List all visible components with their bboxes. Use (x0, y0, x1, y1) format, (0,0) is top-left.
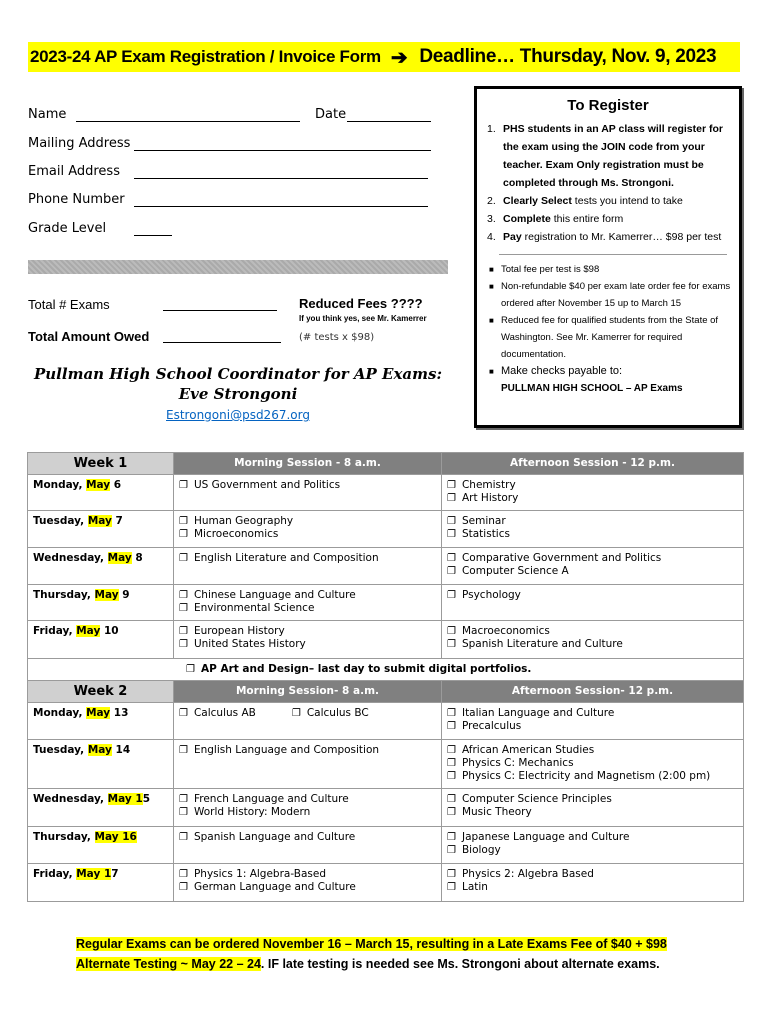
morning-exams (174, 511, 442, 548)
exam-day-row (28, 621, 744, 659)
exam-name: Computer Science Principles (461, 793, 612, 805)
step-text: registration to Mr. Kamerrer… $98 per test (521, 231, 722, 243)
exam-name: European History (193, 625, 285, 637)
fee-note-text: Make checks payable to: (501, 365, 623, 377)
step-bold: Pay (503, 231, 522, 243)
checkbox[interactable]: ❐ (447, 721, 456, 732)
exam-option[interactable] (179, 602, 436, 615)
day-text: 7 (111, 868, 119, 880)
morning-exams (174, 740, 442, 789)
checkbox[interactable]: ❐ (179, 626, 188, 637)
exam-name: Microeconomics (193, 528, 279, 540)
bullet-icon: ■ (489, 282, 494, 291)
morning-exams (174, 475, 442, 511)
exam-option[interactable] (179, 528, 436, 541)
exam-day-row (28, 827, 744, 864)
step-bold: Clearly Select (503, 195, 572, 207)
week1-rows (28, 475, 744, 659)
exam-option[interactable] (179, 831, 436, 844)
afternoon-exams (442, 585, 744, 621)
exam-name: Physics 2: Algebra Based (461, 868, 594, 880)
exam-name: Chinese Language and Culture (193, 589, 356, 601)
name-label: Name (28, 107, 67, 122)
week1-morning-header: Morning Session - 8 a.m. (174, 453, 442, 475)
afternoon-exams (442, 789, 744, 827)
step-number: 1. (487, 123, 496, 135)
checkbox[interactable]: ❐ (447, 882, 456, 893)
checkbox[interactable]: ❐ (447, 869, 456, 880)
bullet-icon: ■ (489, 265, 494, 274)
deadline: Deadline… Thursday, Nov. 9, 2023 (419, 46, 717, 67)
fee-note (485, 363, 731, 380)
exam-option[interactable] (179, 552, 436, 565)
exam-name: Calculus BC (306, 707, 369, 719)
bullet-icon: ■ (489, 367, 494, 376)
exam-day-row (28, 789, 744, 827)
morning-exams (174, 621, 442, 659)
register-title: To Register (567, 97, 649, 114)
month-highlight: May (86, 479, 111, 491)
morning-exams (174, 864, 442, 902)
checkbox[interactable]: ❐ (447, 745, 456, 756)
day-text: Friday, (33, 868, 77, 880)
exam-option[interactable] (179, 707, 256, 719)
day-text: Tuesday, (33, 744, 88, 756)
register-divider (499, 254, 727, 255)
bullet-icon: ■ (489, 316, 494, 325)
exam-option[interactable] (447, 720, 738, 733)
checkbox[interactable]: ❐ (179, 794, 188, 805)
afternoon-exams (442, 475, 744, 511)
fee-note (485, 278, 731, 312)
day-text: 7 (111, 515, 123, 527)
checkbox[interactable]: ❐ (179, 745, 188, 756)
checkbox[interactable]: ❐ (447, 529, 456, 540)
checkbox[interactable]: ❐ (179, 480, 188, 491)
checkbox[interactable]: ❐ (447, 516, 456, 527)
exam-day (28, 703, 174, 740)
fee-note-text: Reduced fee for qualified students from the State of Washington. See Mr. Kamerrer for required documentation. (501, 315, 719, 360)
checkbox[interactable]: ❐ (447, 553, 456, 564)
exam-name: United States History (193, 638, 306, 650)
total-owed-label: Total Amount Owed (28, 329, 150, 344)
exam-day-row (28, 475, 744, 511)
checkbox[interactable]: ❐ (179, 590, 188, 601)
exam-option[interactable] (179, 479, 436, 492)
exam-option[interactable] (447, 707, 738, 720)
day-text: 5 (142, 793, 150, 805)
late-fee-note: Regular Exams can be ordered November 16 – March 15, resulting in a Late Exams Fee of $40 + $98 (76, 937, 667, 951)
register-steps (485, 120, 731, 246)
exam-schedule-table (27, 452, 744, 902)
day-text: Tuesday, (33, 515, 88, 527)
checkbox[interactable]: ❐ (179, 807, 188, 818)
alternate-testing-dates: Alternate Testing ~ May 22 – 24 (76, 957, 261, 971)
exam-day (28, 621, 174, 659)
step-number: 4. (487, 231, 496, 243)
total-exams-label: Total # Exams (28, 297, 110, 312)
fee-note-text: Non-refundable $40 per exam late order fee for exams ordered after November 15 up to March 15 (501, 281, 731, 309)
exam-option[interactable] (447, 515, 738, 528)
morning-exams (174, 827, 442, 864)
exam-name: Physics C: Electricity and Magnetism (2:00 pm) (461, 770, 711, 782)
day-text: 8 (131, 552, 143, 564)
checkbox[interactable]: ❐ (179, 529, 188, 540)
exam-option[interactable] (447, 831, 738, 844)
exam-day (28, 475, 174, 511)
month-highlight: May 1 (107, 793, 143, 805)
checkbox[interactable]: ❐ (447, 566, 456, 577)
date-label: Date (315, 107, 347, 122)
total-owed-input[interactable] (163, 342, 281, 343)
exam-option[interactable] (447, 793, 738, 806)
checkbox[interactable]: ❐ (447, 771, 456, 782)
register-box (474, 86, 742, 428)
register-step (485, 210, 731, 228)
checkbox[interactable]: ❐ (447, 639, 456, 650)
checkbox[interactable]: ❐ (179, 639, 188, 650)
exam-name: Statistics (461, 528, 510, 540)
exam-option[interactable] (179, 881, 436, 894)
day-text: 9 (118, 589, 130, 601)
exam-option[interactable] (447, 806, 738, 819)
day-text: Monday, (33, 707, 87, 719)
day-text: Friday, (33, 625, 77, 637)
exam-option[interactable] (179, 515, 436, 528)
exam-name: Music Theory (461, 806, 532, 818)
month-highlight: May (87, 744, 112, 756)
reduced-fees-note: If you think yes, see Mr. Kamerrer (299, 314, 427, 323)
total-owed-note: (# tests x $98) (299, 332, 375, 343)
day-text: Thursday, (33, 589, 95, 601)
checkbox[interactable]: ❐ (179, 516, 188, 527)
email-label: Email Address (28, 164, 120, 179)
exam-option[interactable] (179, 806, 436, 819)
payable-to (485, 380, 731, 397)
month-highlight: May (107, 552, 132, 564)
exam-name: English Literature and Composition (193, 552, 379, 564)
exam-day (28, 827, 174, 864)
day-text: Thursday, (33, 831, 95, 843)
exam-name: Japanese Language and Culture (461, 831, 630, 843)
checkbox[interactable]: ❐ (447, 590, 456, 601)
checkbox[interactable]: ❐ (447, 480, 456, 491)
alternate-testing-note: . IF late testing is needed see Ms. Strongoni about alternate exams. (260, 957, 660, 971)
exam-option[interactable] (179, 589, 436, 602)
exam-option[interactable] (447, 744, 738, 757)
exam-option[interactable] (179, 744, 436, 757)
exam-name: Spanish Language and Culture (193, 831, 356, 843)
register-step (485, 228, 731, 246)
phone-label: Phone Number (28, 192, 125, 207)
exam-day-row (28, 703, 744, 740)
exam-name: World History: Modern (193, 806, 311, 818)
checkbox[interactable]: ❐ (291, 708, 301, 719)
month-highlight: May 16 (94, 831, 137, 843)
exam-option[interactable] (447, 881, 738, 894)
total-exams-input[interactable] (163, 310, 277, 311)
exam-name: Physics C: Mechanics (461, 757, 574, 769)
exam-name: Comparative Government and Politics (461, 552, 662, 564)
art-design-note (28, 659, 744, 681)
exam-option[interactable] (447, 492, 738, 505)
exam-name: Chemistry (461, 479, 516, 491)
exam-day (28, 511, 174, 548)
exam-option[interactable] (447, 757, 738, 770)
month-highlight: May (86, 707, 111, 719)
checkbox[interactable]: ❐ (447, 794, 456, 805)
exam-day (28, 789, 174, 827)
month-highlight: May (76, 625, 101, 637)
checkbox[interactable]: ❐ (447, 832, 456, 843)
reduced-fees-label: Reduced Fees ???? (299, 296, 423, 311)
day-text: Monday, (33, 479, 87, 491)
fee-note (485, 261, 731, 278)
afternoon-exams (442, 740, 744, 789)
exam-name: Biology (461, 844, 501, 856)
afternoon-exams (442, 864, 744, 902)
arrow-right-icon: ➔ (390, 46, 408, 69)
checkbox[interactable]: ❐ (179, 708, 188, 719)
exam-option[interactable] (447, 625, 738, 638)
exam-option[interactable] (179, 638, 436, 651)
day-text: 6 (110, 479, 122, 491)
step-number: 3. (487, 213, 496, 225)
fee-notes (485, 261, 731, 397)
step-number: 2. (487, 195, 496, 207)
checkbox[interactable]: ❐ (447, 845, 456, 856)
exam-day (28, 864, 174, 902)
step-text: tests you intend to take (571, 195, 683, 207)
coordinator-block (28, 364, 448, 404)
coordinator-title: Pullman High School Coordinator for AP Exams: (34, 365, 442, 383)
exam-option[interactable] (447, 589, 738, 602)
exam-name: Environmental Science (193, 602, 315, 614)
week1-afternoon-header: Afternoon Session - 12 p.m. (442, 453, 744, 475)
day-text: Wednesday, (33, 793, 108, 805)
register-step (485, 192, 731, 210)
name-input[interactable] (76, 121, 300, 122)
week2-rows (28, 703, 744, 902)
exam-day-row (28, 511, 744, 548)
afternoon-exams (442, 548, 744, 585)
exam-option[interactable] (447, 868, 738, 881)
exam-option[interactable] (447, 638, 738, 651)
afternoon-exams (442, 827, 744, 864)
grade-label: Grade Level (28, 221, 107, 236)
morning-exams (174, 789, 442, 827)
day-text: 10 (100, 625, 119, 637)
week2-morning-header: Morning Session- 8 a.m. (174, 681, 442, 703)
exam-day (28, 548, 174, 585)
coordinator-email-link[interactable]: Estrongoni@psd267.org (166, 408, 310, 422)
checkbox[interactable]: ❐ (179, 882, 188, 893)
checkbox[interactable]: ❐ (447, 708, 456, 719)
exam-name: US Government and Politics (193, 479, 341, 491)
checkbox[interactable]: ❐ (447, 807, 456, 818)
exam-day-row (28, 864, 744, 902)
step-text: PHS students in an AP class will register for the exam using the JOIN code from your teacher. Exam Only registration must be completed through Ms. Strongoni. (503, 123, 723, 189)
exam-name: Macroeconomics (461, 625, 550, 637)
day-text: Wednesday, (33, 552, 108, 564)
exam-name: Precalculus (461, 720, 522, 732)
week1-label: Week 1 (28, 453, 174, 475)
week2-header-row (28, 681, 744, 703)
grade-input[interactable] (134, 235, 172, 236)
exam-day (28, 740, 174, 789)
month-highlight: May (94, 589, 119, 601)
month-highlight: May (87, 515, 112, 527)
exam-name: Art History (461, 492, 519, 504)
exam-name: Latin (461, 881, 488, 893)
day-text: 14 (111, 744, 131, 756)
exam-name: Human Geography (193, 515, 294, 527)
mailing-input[interactable] (134, 150, 431, 151)
exam-name: German Language and Culture (193, 881, 356, 893)
exam-name: English Language and Composition (193, 744, 380, 756)
coordinator-name: Eve Strongoni (178, 385, 298, 403)
week2-label: Week 2 (28, 681, 174, 703)
exam-option[interactable] (447, 770, 738, 783)
week1-header-row (28, 453, 744, 475)
checkbox[interactable]: ❐ (186, 664, 195, 675)
exam-name: Spanish Literature and Culture (461, 638, 623, 650)
art-design-note-row (28, 659, 744, 681)
date-input[interactable] (347, 121, 431, 122)
exam-option[interactable] (447, 552, 738, 565)
exam-name: Physics 1: Algebra-Based (193, 868, 326, 880)
afternoon-exams (442, 511, 744, 548)
exam-option[interactable] (179, 868, 436, 881)
afternoon-exams (442, 621, 744, 659)
form-title: 2023-24 AP Exam Registration / Invoice Form (30, 47, 381, 66)
art-design-note-text: AP Art and Design– last day to submit digital portfolios. (200, 663, 532, 675)
morning-exams (174, 548, 442, 585)
week2-afternoon-header: Afternoon Session- 12 p.m. (442, 681, 744, 703)
afternoon-exams (442, 703, 744, 740)
exam-day (28, 585, 174, 621)
checkbox[interactable]: ❐ (179, 603, 188, 614)
checkbox[interactable]: ❐ (447, 626, 456, 637)
day-text: 13 (110, 707, 129, 719)
exam-option[interactable] (179, 625, 436, 638)
exam-name: African American Studies (461, 744, 595, 756)
divider-bar (28, 260, 448, 274)
month-highlight: May 1 (76, 868, 112, 880)
phone-input[interactable] (134, 206, 428, 207)
checkbox[interactable]: ❐ (447, 758, 456, 769)
exam-name: Calculus AB (193, 707, 256, 719)
exam-option[interactable] (179, 793, 436, 806)
exam-name: French Language and Culture (193, 793, 349, 805)
checkbox[interactable]: ❐ (179, 869, 188, 880)
checkbox[interactable]: ❐ (179, 832, 188, 843)
checkbox[interactable]: ❐ (447, 493, 456, 504)
payable-text: PULLMAN HIGH SCHOOL – AP Exams (501, 383, 683, 394)
morning-exams (174, 585, 442, 621)
step-text: this entire form (550, 213, 624, 225)
exam-day-row (28, 548, 744, 585)
mailing-label: Mailing Address (28, 136, 131, 151)
exam-option[interactable] (292, 707, 369, 719)
exam-day-row (28, 740, 744, 789)
exam-name: Seminar (461, 515, 506, 527)
title-bar (28, 42, 740, 72)
register-step (485, 120, 731, 192)
exam-name: Psychology (461, 589, 521, 601)
exam-name: Italian Language and Culture (461, 707, 615, 719)
checkbox[interactable]: ❐ (179, 553, 188, 564)
footer-notes (76, 934, 736, 974)
exam-option[interactable] (447, 844, 738, 857)
morning-exams (174, 703, 442, 740)
email-input[interactable] (134, 178, 428, 179)
exam-option[interactable] (447, 565, 738, 578)
fee-note-text: Total fee per test is $98 (501, 264, 600, 275)
fee-note (485, 312, 731, 363)
exam-option[interactable] (447, 479, 738, 492)
exam-option[interactable] (447, 528, 738, 541)
step-bold: Complete (503, 213, 551, 225)
exam-name: Computer Science A (461, 565, 569, 577)
exam-day-row (28, 585, 744, 621)
